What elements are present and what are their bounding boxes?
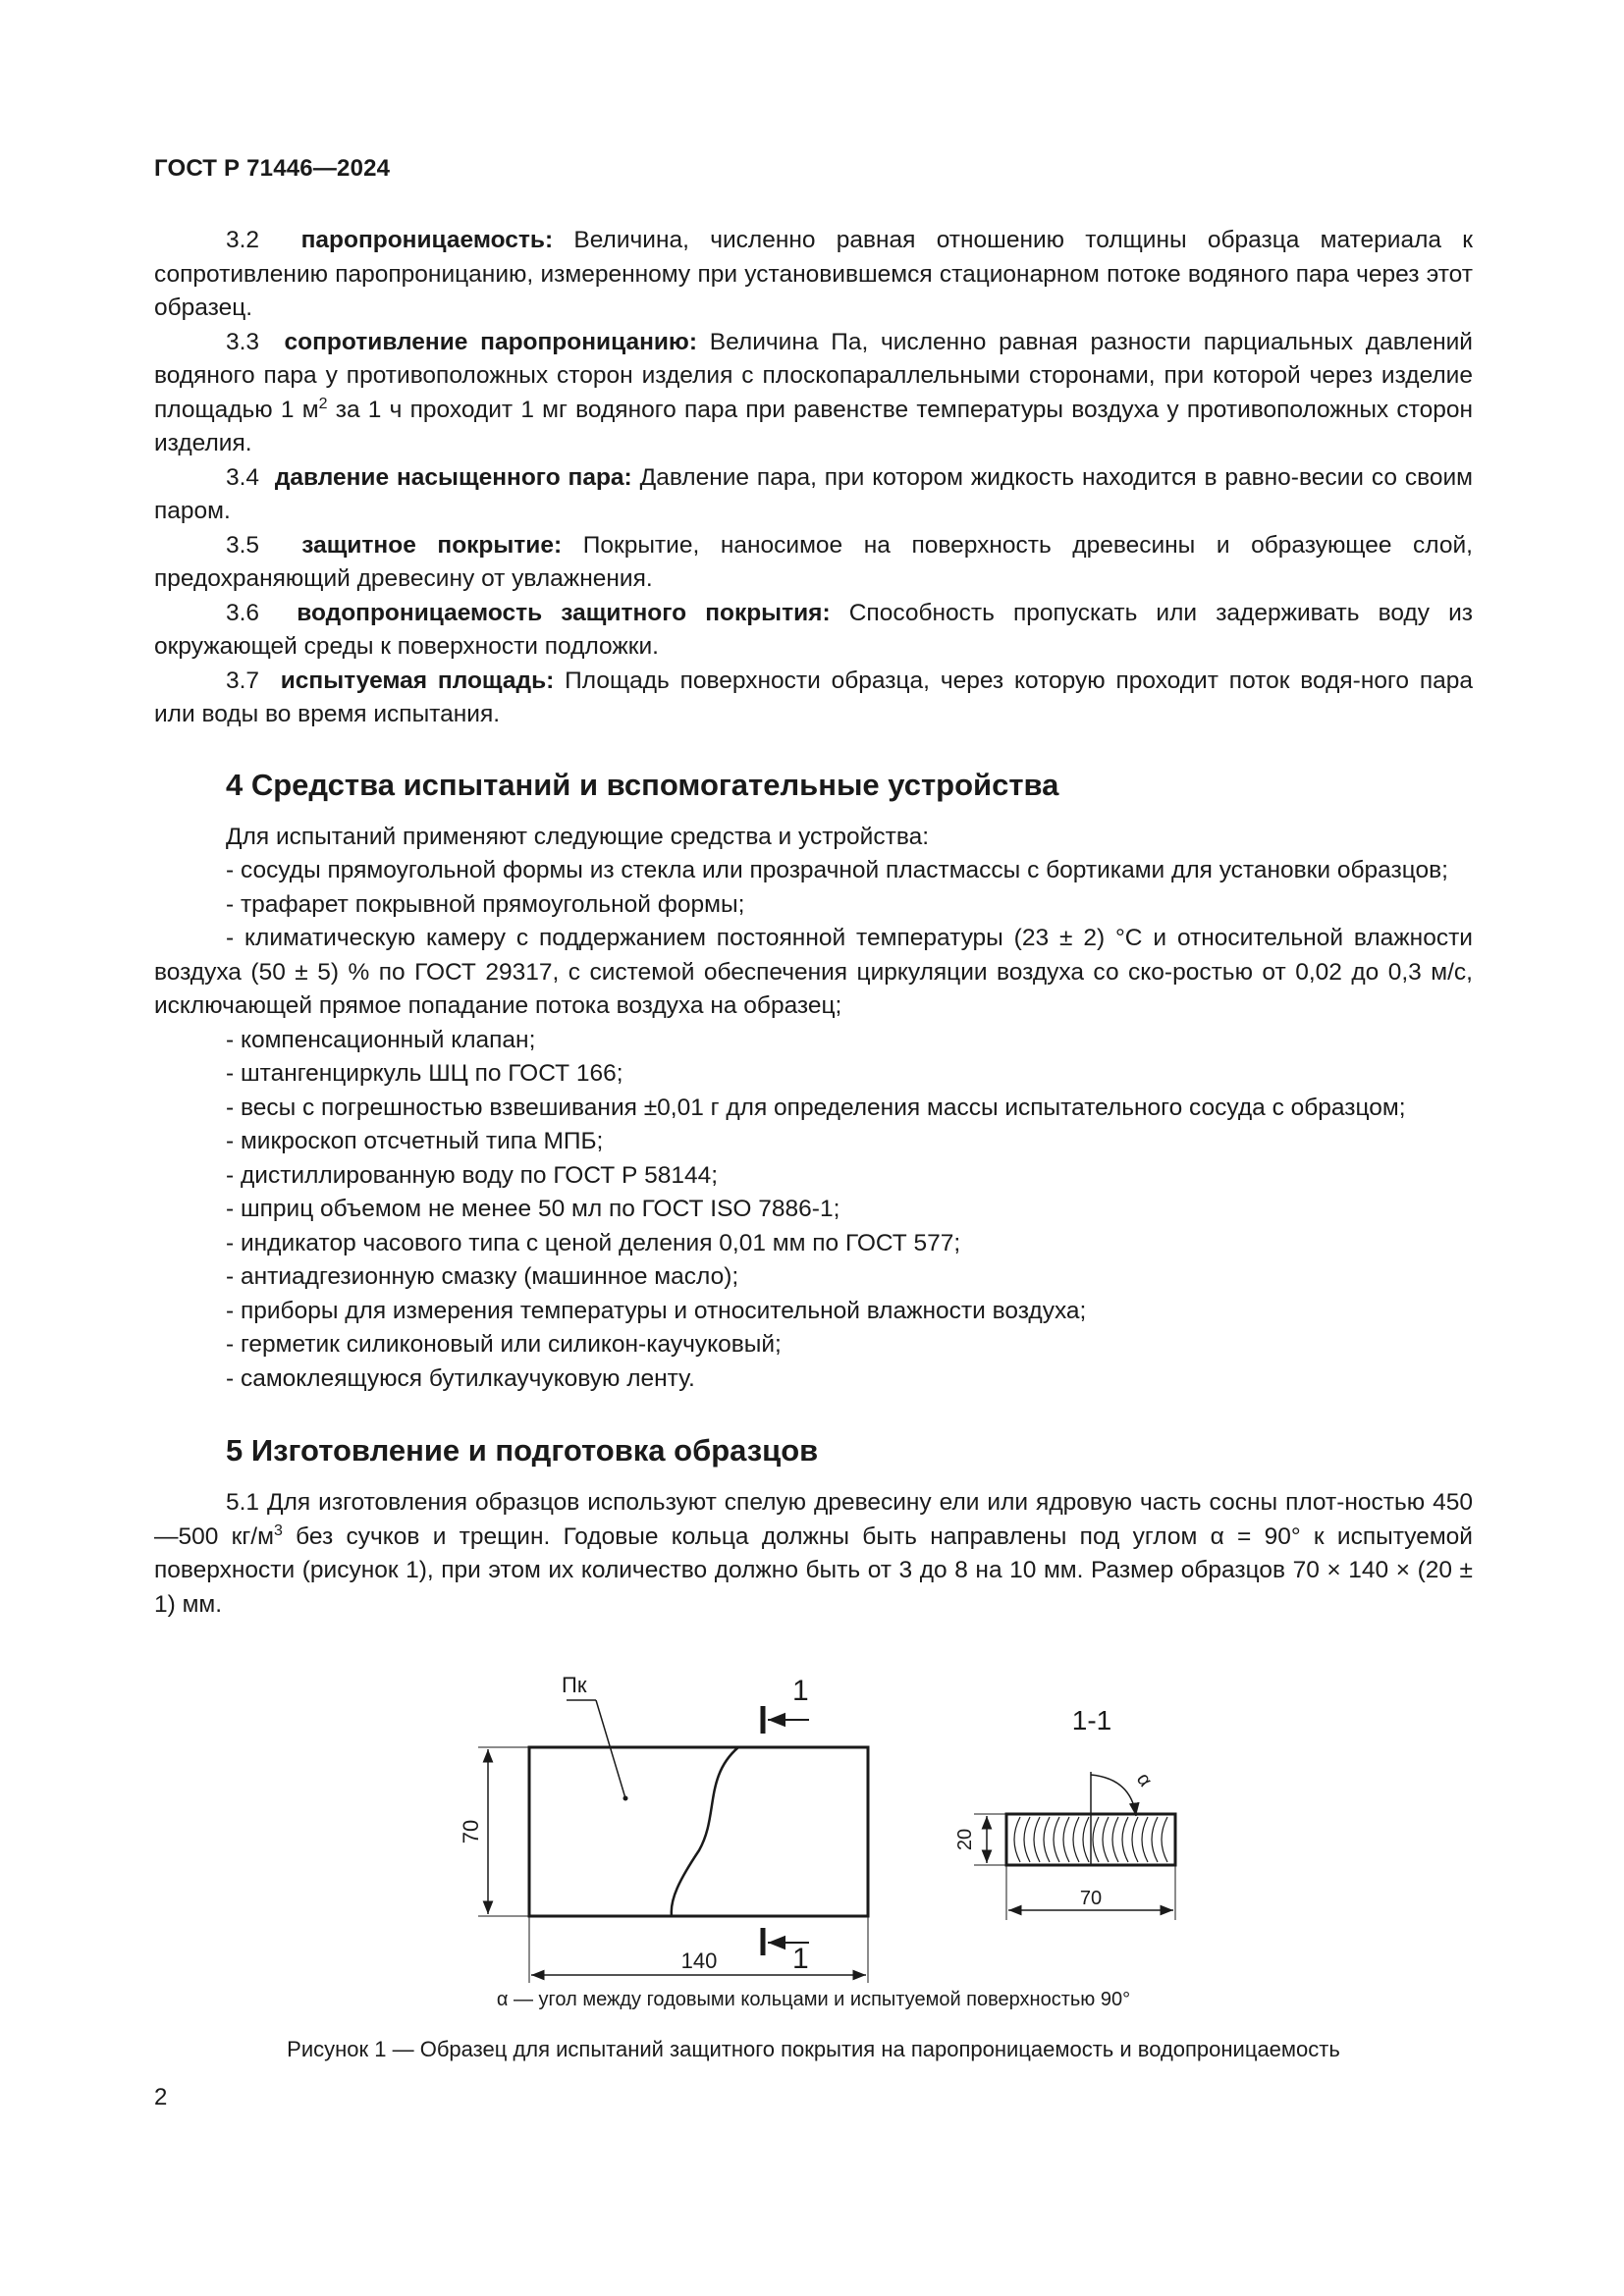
term: водопроницаемость защитного покрытия:	[297, 599, 831, 626]
length-value: 140	[680, 1949, 718, 1973]
list-item: - климатическую камеру с поддержанием постоянной температуры (23 ± 2) °С и относительной влажности воздуха (50 ± 5) % по ГОСТ 29317, с системой обеспечения циркуляции воздуха со ско-ростью от 0,02 до 0,3 м/с, исключающей прямое попадание потока воздуха на образец;	[154, 925, 1473, 1019]
list-item: - дистиллированную воду по ГОСТ Р 58144;	[226, 1161, 719, 1189]
definition-3-2: 3.2 паропроницаемость: Величина, численно равная отношению толщины образца материала к сопротивлению паропроницанию, измеренному при установившемся стационарном потоке водяного пара через этот образец.	[154, 227, 1473, 321]
list-item: - сосуды прямоугольной формы из стекла или прозрачной пластмассы с бортиками для установки образцов;	[226, 857, 1448, 883]
definition-3-7: 3.7 испытуемая площадь: Площадь поверхности образца, через которую проходит поток водя-ного пара или воды во время испытания.	[154, 667, 1473, 727]
document-header: ГОСТ Р 71446—2024	[154, 155, 391, 182]
list-item: - штангенциркуль ШЦ по ГОСТ 166;	[226, 1060, 623, 1087]
page-number: 2	[154, 2084, 168, 2110]
figure-1	[154, 1669, 1473, 1983]
figure-caption: Рисунок 1 — Образец для испытаний защитного покрытия на паропроницаемость и водопроницаемость	[287, 2037, 1340, 2061]
list-item: - индикатор часового типа с ценой деления 0,01 мм по ГОСТ 577;	[226, 1229, 961, 1256]
section-view	[974, 1772, 1175, 1920]
term: давление насыщенного пара:	[274, 463, 632, 491]
list-item: - антиадгезионную смазку (машинное масло);	[226, 1263, 739, 1290]
figure-1-drawing	[154, 1669, 1473, 1983]
definition-3-3: 3.3 сопротивление паропроницанию: Величина Па, численно равная разности парциальных давлений водяного пара у противоположных сторон изделия с плоскопараллельными сторонами, при которой через изделие площадью 1 $м^2$ за 1 ч проходит 1 мг водяного пара при равенстве температуры воздуха у противоположных сторон изделия.	[154, 328, 1474, 456]
section-label-bottom: 1	[792, 1943, 809, 1975]
term: испытуемая площадь:	[280, 667, 555, 694]
angle-arc	[1091, 1775, 1136, 1816]
section-4-intro: Для испытаний применяют следующие средства и устройства:	[226, 823, 930, 850]
list-item: - герметик силиконовый или силикон-каучуковый;	[226, 1331, 782, 1358]
list-item: - весы с погрешностью взвешивания ±0,01 г для определения массы испытательного сосуда с образцом;	[226, 1094, 1406, 1121]
list-item: - шприц объемом не менее 50 мл по ГОСТ ISO 7886-1;	[226, 1196, 840, 1222]
list-item: - компенсационный клапан;	[226, 1026, 536, 1053]
list-item: - самоклеящуюся бутилкаучуковую ленту.	[226, 1364, 695, 1392]
term: сопротивление паропроницанию:	[284, 328, 698, 355]
section-label-top: 1	[792, 1675, 809, 1707]
angle-label: α	[1131, 1769, 1157, 1791]
section-5-title: 5 Изготовление и подготовка образцов	[226, 1433, 819, 1468]
term: защитное покрытие:	[301, 531, 563, 559]
term: паропроницаемость:	[300, 227, 554, 253]
section-4-title: 4 Средства испытаний и вспомогательные устройства	[226, 767, 1059, 802]
definition-3-6: 3.6 водопроницаемость защитного покрытия: Способность пропускать или задерживать воду из окружающей среды к поверхности подложки.	[154, 599, 1473, 660]
paragraph-5-1: 5.1 Для изготовления образцов используют спелую древесину ели или ядровую часть сосны плот-ностью 450—500 $кг/м^3$ без сучков и трещин. Годовые кольца должны быть направлены под углом α = 90° к испытуемой поверхности (рисунок 1), при этом их количество должно быть от 3 до 8 на 10 мм. Размер образцов 70 × 140 × (20 ± 1) мм.	[154, 1489, 1473, 1618]
section-title: 1-1	[1071, 1705, 1112, 1735]
width-value: 70	[1079, 1888, 1103, 1909]
list-item: - приборы для измерения температуры и относительной влажности воздуха;	[226, 1297, 1087, 1324]
list-item: - трафарет покрывной прямоугольной формы;	[226, 890, 745, 918]
document-body	[154, 224, 1473, 1622]
definition-3-5: 3.5 защитное покрытие: Покрытие, наносимое на поверхность древесины и образующее слой, предохраняющий древесину от увлажнения.	[154, 531, 1473, 592]
definition-3-4: 3.4 давление насыщенного пара: Давление пара, при котором жидкость находится в равно-весии со своим паром.	[154, 463, 1474, 524]
thickness-value: 20	[954, 1828, 976, 1851]
pk-leader	[596, 1700, 625, 1798]
figure-legend: α — угол между годовыми кольцами и испытуемой поверхностью 90°	[496, 1989, 1131, 2010]
height-value: 70	[459, 1819, 483, 1844]
label-pk: Пк	[562, 1673, 587, 1697]
crack-line	[672, 1747, 738, 1916]
specimen-outline	[529, 1747, 868, 1916]
specimen-plan-view	[478, 1700, 868, 1983]
list-item: - микроскоп отсчетный типа МПБ;	[226, 1128, 604, 1154]
